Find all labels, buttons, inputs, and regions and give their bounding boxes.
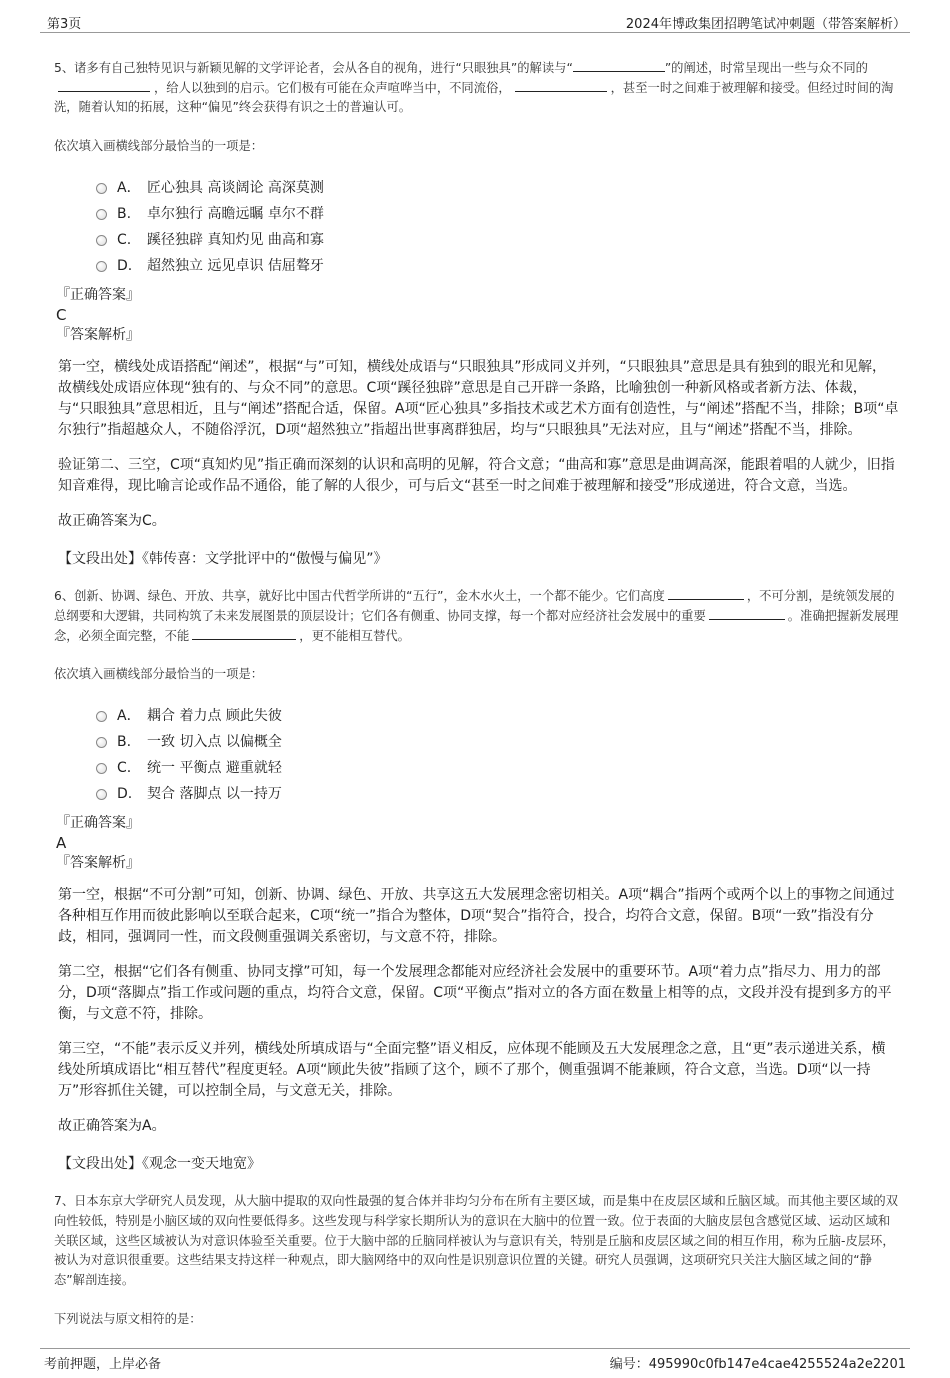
radio-icon[interactable] [96, 789, 107, 800]
correct-answer: A [56, 834, 67, 853]
option-text: 契合 落脚点 以一持万 [147, 786, 282, 803]
document-body [54, 59, 899, 1328]
correct-answer: C [56, 306, 67, 325]
option-key: D. [117, 258, 133, 275]
blank [709, 607, 785, 620]
source-citation: 【文段出处】《韩传喜：文学批评中的“傲慢与偏见”》 [58, 551, 388, 568]
question-6-text [54, 587, 899, 646]
radio-icon[interactable] [96, 235, 107, 246]
option-key: B. [117, 734, 132, 751]
question-7-text: 7、日本东京大学研究人员发现，从大脑中提取的双向性最强的复合体并非均匀分布在所有主要区域，而是集中在皮层区域和丘脑区域。而其他主要区域的双向性较低，特别是小脑区域的双向性要低得多。这些发现与科学家长期所认为的意识在大脑中的位置一致。位于表面的大脑皮层包含感觉区域、运动区域和关联区域，这些区域被认为对意识体验至关重要。位于大脑中部的丘脑同样被认为与意识有关，特别是丘脑和皮层区域之间的相互作用，称为丘脑-皮层环，被认为对意识很重要。这些结果支持这样一种观点，即大脑网络中的双向性是识别意识位置的关键。研究人员强调，这项研究只关注大脑区域之间的“静态”解剖连接。 [54, 1194, 899, 1288]
footer-slogan: 考前押题，上岸必备 [44, 1356, 162, 1372]
blank [573, 59, 665, 72]
q5-text-part: ，给人以独到的启示。它们极有可能在众声喧哗当中，不同流俗， [154, 80, 511, 95]
page-header [40, 10, 910, 33]
q5-text-part: 5、诸多有自己独特见识与新颖见解的文学评论者，会从各自的视角，进行“只眼独具”的解读与“ [54, 61, 573, 75]
option-key: D. [117, 786, 133, 803]
q6-text-part: ，更不能相互替代。 [299, 628, 410, 643]
option-text: 统一 平衡点 避重就轻 [147, 760, 282, 777]
option-key: B. [117, 206, 132, 223]
blank [668, 587, 744, 600]
option-key: A． [117, 708, 141, 725]
option-a[interactable] [96, 175, 899, 201]
option-c[interactable] [96, 227, 899, 253]
question-prompt: 下列说法与原文相符的是： [54, 1311, 202, 1326]
answer-label: 『正确答案』 [56, 287, 140, 304]
q6-text-part: 。准确把握新发展理念，必须全面完整，不能 [54, 608, 899, 643]
question-5-text [54, 59, 899, 118]
option-key: C. [117, 232, 132, 249]
answer-label: 『正确答案』 [56, 815, 140, 832]
option-d[interactable] [96, 781, 899, 807]
option-b[interactable] [96, 201, 899, 227]
source-citation: 【文段出处】《观念一变天地宽》 [58, 1156, 261, 1173]
radio-icon[interactable] [96, 183, 107, 194]
radio-icon[interactable] [96, 711, 107, 722]
question-prompt: 依次填入画横线部分最恰当的一项是： [54, 667, 264, 682]
analysis-paragraph: 验证第二、三空，C项“真知灼见”指正确而深刻的认识和高明的见解，符合文意；“曲高和寡”意思是曲调高深，能跟着唱的人就少，旧指知音难得，现比喻言论或作品不通俗，能了解的人很少，可与后文“甚至一时之间难于被理解和接受”形成递进，符合文意，当选。 [58, 457, 895, 495]
blank [192, 627, 296, 640]
option-key: A． [117, 180, 141, 197]
q5-text-part: ”的阐述，时常呈现出一些与众不同的 [664, 61, 868, 75]
analysis-paragraph: 第一空，根据“不可分割”可知，创新、协调、绿色、开放、共享这五大发展理念密切相关。A项“耦合”指两个或两个以上的事物之间通过各种相互作用而彼此影响以至联合起来，C项“统一”指合为整体，D项“契合”指符合，投合，均符合文意，保留。B项“一致”指没有分歧，相同，强调同一性，而文段侧重强调关系密切，与文意不符，排除。 [58, 887, 895, 946]
q6-text-part: ，不可分割，是统领发展的总纲要和大逻辑，共同构筑了未来发展图景的顶层设计；它们各有侧重、协同支撑，每一个都对应经济社会发展中的重要 [54, 589, 895, 623]
radio-icon[interactable] [96, 763, 107, 774]
option-text: 一致 切入点 以偏概全 [147, 734, 282, 751]
radio-icon[interactable] [96, 209, 107, 220]
radio-icon[interactable] [96, 737, 107, 748]
analysis-conclusion: 故正确答案为C。 [58, 513, 166, 530]
analysis-label: 『答案解析』 [56, 327, 140, 344]
q6-text-part: 6、创新、协调、绿色、开放、共享，就好比中国古代哲学所讲的“五行”，金木水火土，一个都不能少。它们高度 [54, 589, 665, 604]
option-c[interactable] [96, 755, 899, 781]
analysis-label: 『答案解析』 [56, 855, 140, 872]
option-text: 蹊径独辟 真知灼见 曲高和寡 [147, 232, 324, 249]
blank [515, 79, 607, 92]
analysis-paragraph: 第一空，横线处成语搭配“阐述”，根据“与”可知，横线处成语与“只眼独具”形成同义并列，“只眼独具”意思是具有独到的眼光和见解，故横线处成语应体现“独有的、与众不同”的意思。C项“蹊径独辟”意思是自己开辟一条路，比喻独创一种新风格或者新方法、体裁，与“只眼独具”意思相近，且与“阐述”搭配合适，保留。A项“匠心独具”多指技术或艺术方面有创造性，与“阐述”搭配不当，排除；B项“卓尔独行”指超越众人，不随俗浮沉，D项“超然独立”指超出世事离群独居，均与“只眼独具”无法对应，且与“阐述”搭配不当，排除。 [58, 359, 899, 439]
q5-text-part: ，甚至一时之间难于被理解和接受。但经过时间的淘洗，随着认知的拓展，这种“偏见”终会获得有识之士的普遍认可。 [54, 80, 894, 115]
option-text: 卓尔独行 高瞻远瞩 卓尔不群 [147, 206, 324, 223]
blank [58, 79, 150, 92]
option-d[interactable] [96, 253, 899, 279]
analysis-paragraph: 第二空，根据“它们各有侧重、协同支撑”可知，每一个发展理念都能对应经济社会发展中的重要环节。A项“着力点”指尽力、用力的部分，D项“落脚点”指工作或问题的重点，均符合文意，保留。C项“平衡点”指对立的各方面在数量上相等的点，文段并没有提到多方的平衡，与文意不符，排除。 [58, 964, 892, 1023]
q6-options [96, 703, 899, 807]
analysis-conclusion: 故正确答案为A。 [58, 1118, 166, 1135]
page-number: 第3页 [47, 17, 82, 32]
option-a[interactable] [96, 703, 899, 729]
question-prompt: 依次填入画横线部分最恰当的一项是： [54, 139, 264, 154]
analysis-paragraph: 第三空，“不能”表示反义并列，横线处所填成语与“全面完整”语义相反，应体现不能顾及五大发展理念之意，且“更”表示递进关系，横线处所填成语比“相互替代”程度更轻。A项“顾此失彼”指顾了这个，顾不了那个，侧重强调不能兼顾，符合文意，当选。D项“以一持万”形容抓住关键，可以控制全局，与文意无关，排除。 [58, 1041, 886, 1100]
document-serial: 编号：495990c0fb147e4cae4255524a2e2201 [609, 1356, 906, 1372]
option-text: 耦合 着力点 顾此失彼 [147, 708, 282, 725]
document-title: 2024年博政集团招聘笔试冲刺题（带答案解析） [625, 17, 906, 32]
radio-icon[interactable] [96, 261, 107, 272]
option-text: 超然独立 远见卓识 佶屈聱牙 [147, 258, 324, 275]
option-b[interactable] [96, 729, 899, 755]
page-footer [40, 1348, 910, 1378]
q5-options [96, 175, 899, 279]
option-text: 匠心独具 高谈阔论 高深莫测 [147, 180, 324, 197]
option-key: C. [117, 760, 132, 777]
